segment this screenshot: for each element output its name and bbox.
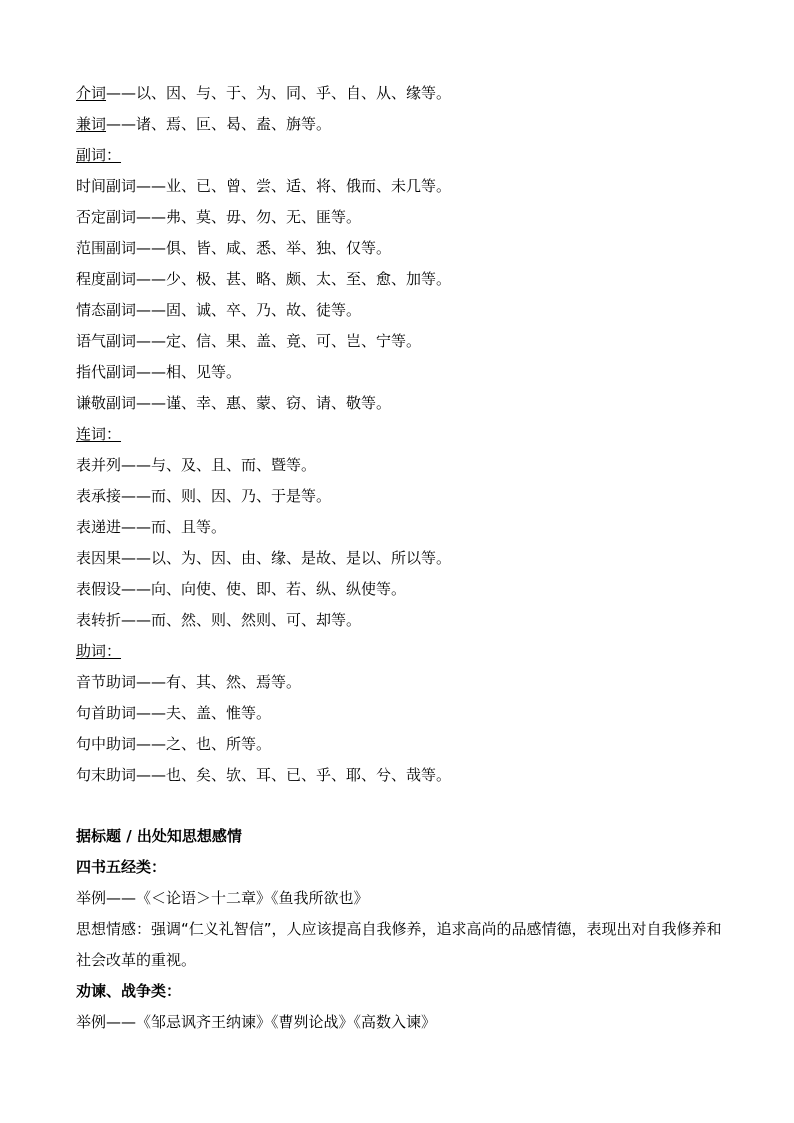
group-title-remonstrance-war: 劝谏、战争类： xyxy=(76,982,182,1000)
word-class-list xyxy=(76,78,736,791)
entry-examples: ——向、向使、使、即、若、纵、纵使等。 xyxy=(121,580,407,598)
entry-examples: ——弗、莫、毋、勿、无、匪等。 xyxy=(136,208,362,226)
category-heading xyxy=(76,419,736,450)
category-heading-label: 连词： xyxy=(76,425,122,443)
entry-examples: ——业、已、曾、尝、适、将、俄而、未几等。 xyxy=(136,177,452,195)
feeling-paragraph-four-books: 思想情感：强调“仁义礼智信”，人应该提高自我修养，追求高尚的品感情德，表现出对自我修养和社会改革的重视。 xyxy=(76,920,722,969)
word-class-entry xyxy=(76,667,736,698)
word-class-entry xyxy=(76,357,736,388)
entry-examples: ——定、信、果、盖、竟、可、岂、宁等。 xyxy=(136,332,422,350)
entry-term: 表并列 xyxy=(76,456,122,474)
entry-term: 句末助词 xyxy=(76,766,137,784)
entry-examples: ——而、然、则、然则、可、却等。 xyxy=(121,611,362,629)
category-heading xyxy=(76,140,736,171)
entry-examples: ——以、因、与、于、为、同、乎、自、从、缘等。 xyxy=(106,84,452,102)
word-class-entry xyxy=(76,543,736,574)
word-class-entry xyxy=(76,574,736,605)
example-line-four-books: 举例——《＜论语＞十二章》《鱼我所欲也》 xyxy=(76,889,369,907)
entry-examples: ——有、其、然、焉等。 xyxy=(136,673,302,691)
word-class-entry xyxy=(76,698,736,729)
entry-examples: ——也、矣、欤、耳、已、乎、耶、兮、哉等。 xyxy=(136,766,452,784)
entry-examples: ——谨、幸、惠、蒙、窃、请、敬等。 xyxy=(136,394,392,412)
category-heading-label: 副词： xyxy=(76,146,122,164)
entry-examples: ——少、极、甚、略、颇、太、至、愈、加等。 xyxy=(136,270,452,288)
word-class-entry xyxy=(76,109,736,140)
entry-examples: ——而、则、因、乃、于是等。 xyxy=(121,487,332,505)
entry-term: 语气副词 xyxy=(76,332,137,350)
entry-examples: ——而、且等。 xyxy=(121,518,227,536)
word-class-entry xyxy=(76,512,736,543)
entry-examples: ——与、及、且、而、暨等。 xyxy=(121,456,317,474)
entry-examples: ——诸、焉、叵、曷、盍、旃等。 xyxy=(106,115,332,133)
word-class-entry xyxy=(76,78,736,109)
section-gap xyxy=(76,791,736,821)
entry-examples: ——固、诚、卒、乃、故、徒等。 xyxy=(136,301,362,319)
entry-term: 程度副词 xyxy=(76,270,137,288)
entry-examples: ——夫、盖、惟等。 xyxy=(136,704,272,722)
entry-term: 范围副词 xyxy=(76,239,137,257)
entry-examples: ——相、见等。 xyxy=(136,363,242,381)
word-class-entry xyxy=(76,760,736,791)
entry-examples: ——俱、皆、咸、悉、举、独、仅等。 xyxy=(136,239,392,257)
word-class-entry xyxy=(76,264,736,295)
word-class-entry xyxy=(76,388,736,419)
word-class-entry xyxy=(76,202,736,233)
entry-term: 音节助词 xyxy=(76,673,137,691)
entry-term: 兼词 xyxy=(76,115,107,133)
entry-term: 表假设 xyxy=(76,580,122,598)
category-heading xyxy=(76,636,736,667)
category-heading-label: 助词： xyxy=(76,642,122,660)
word-class-entry xyxy=(76,233,736,264)
word-class-entry xyxy=(76,729,736,760)
entry-term: 谦敬副词 xyxy=(76,394,137,412)
document-page xyxy=(76,78,736,1038)
entry-term: 表转折 xyxy=(76,611,122,629)
word-class-entry xyxy=(76,450,736,481)
word-class-entry xyxy=(76,481,736,512)
entry-term: 介词 xyxy=(76,84,107,102)
entry-term: 情态副词 xyxy=(76,301,137,319)
group-title-four-books: 四书五经类： xyxy=(76,858,167,876)
word-class-entry xyxy=(76,605,736,636)
section-title: 据标题 / 出处知思想感情 xyxy=(76,827,242,845)
entry-examples: ——之、也、所等。 xyxy=(136,735,272,753)
entry-term: 表递进 xyxy=(76,518,122,536)
entry-term: 否定副词 xyxy=(76,208,137,226)
entry-term: 句中助词 xyxy=(76,735,137,753)
entry-term: 表因果 xyxy=(76,549,122,567)
word-class-entry xyxy=(76,171,736,202)
word-class-entry xyxy=(76,326,736,357)
example-line-remonstrance-war: 举例——《邹忌讽齐王纳谏》《曹刿论战》《高数入谏》 xyxy=(76,1013,437,1031)
entry-term: 句首助词 xyxy=(76,704,137,722)
entry-term: 时间副词 xyxy=(76,177,137,195)
entry-examples: ——以、为、因、由、缘、是故、是以、所以等。 xyxy=(121,549,452,567)
word-class-entry xyxy=(76,295,736,326)
entry-term: 指代副词 xyxy=(76,363,137,381)
entry-term: 表承接 xyxy=(76,487,122,505)
